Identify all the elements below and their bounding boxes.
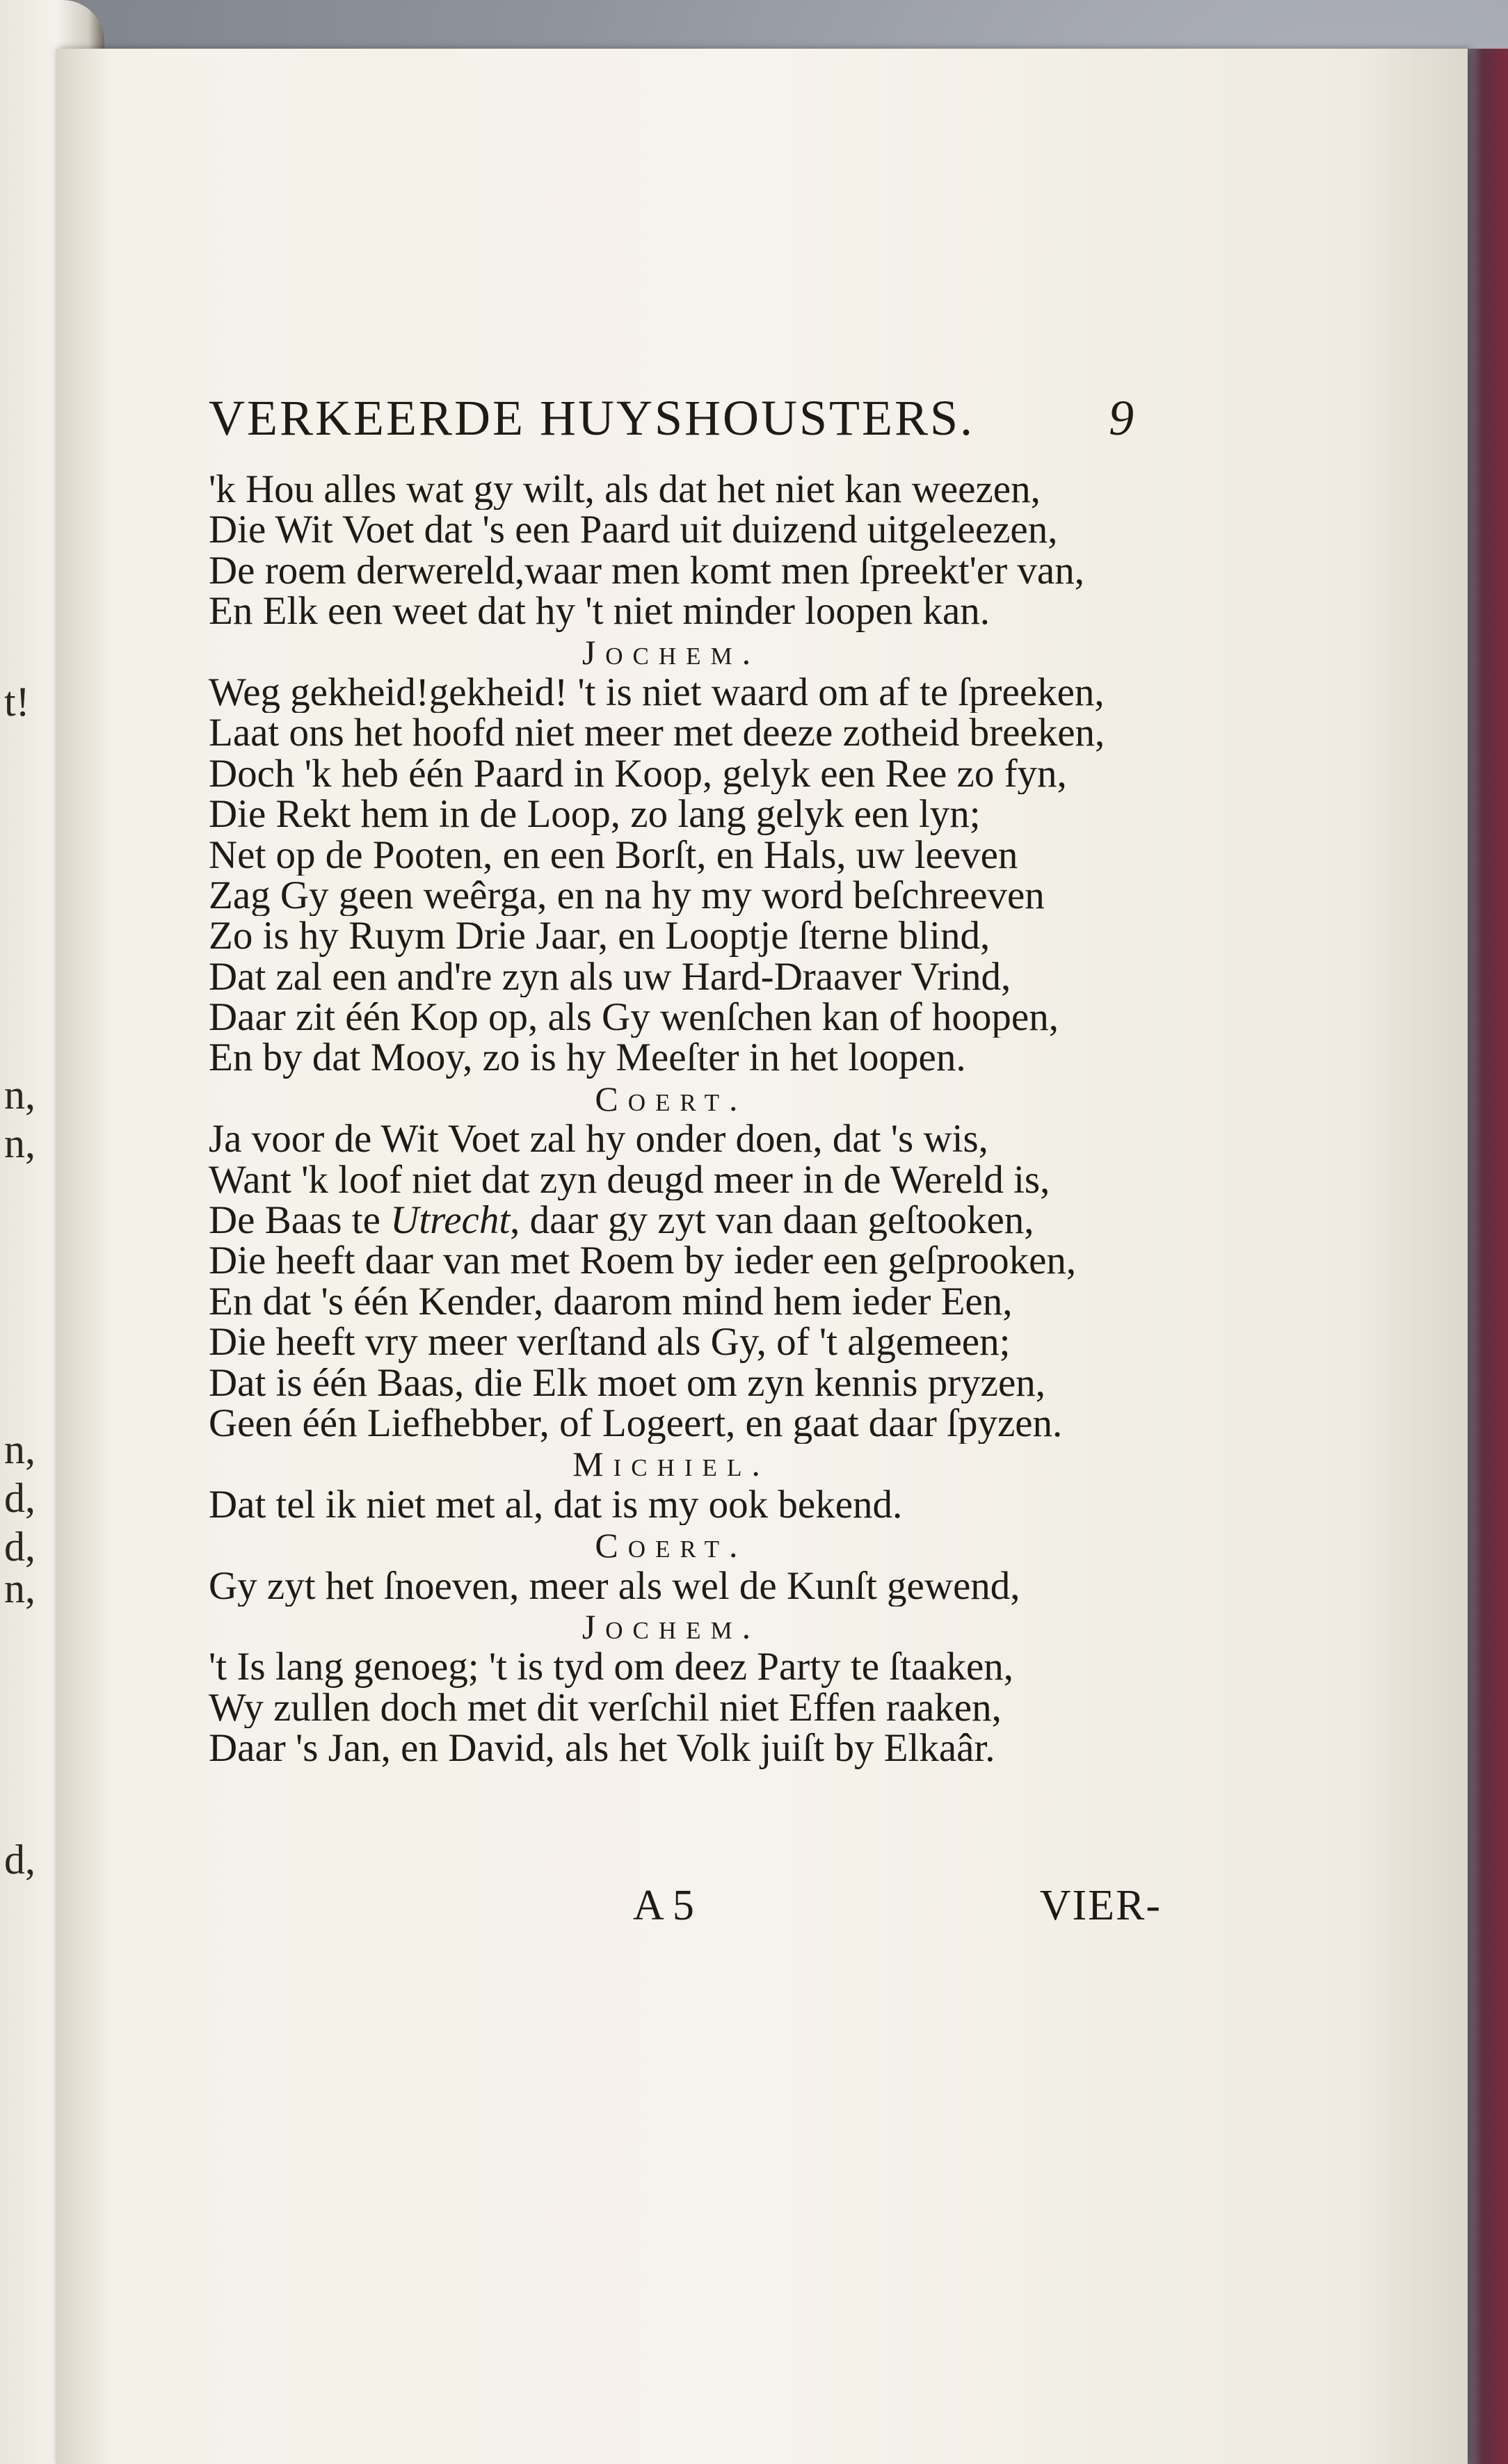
verse-line: En Elk een weet dat hy 't niet minder loopen kan. <box>209 591 990 632</box>
speaker-heading: Jochem. <box>581 1607 761 1646</box>
verse-line: Zag Gy geen weêrga, en na hy my word beſchreeven <box>209 875 1045 917</box>
left-fragment: d, <box>4 1475 35 1521</box>
verse-line: Gy zyt het ſnoeven, meer als wel de Kunſt gewend, <box>209 1565 1020 1607</box>
verse-line: Ja voor de Wit Voet zal hy onder doen, dat 's wis, <box>209 1119 988 1160</box>
page-number: 9 <box>1109 390 1134 446</box>
left-fragment: n, <box>4 1565 35 1611</box>
verse-line <box>209 1200 1134 1241</box>
catchword: VIER- <box>1039 1882 1162 1929</box>
speaker-heading: Jochem. <box>581 632 761 672</box>
verse-line: Dat is één Baas, die Elk moet om zyn kennis pryzen, <box>209 1362 1046 1403</box>
verse-line: Doch 'k heb één Paard in Koop, gelyk een Ree zo fyn, <box>209 753 1067 795</box>
verse-line: 'k Hou alles wat gy wilt, als dat het niet kan weezen, <box>209 469 1041 510</box>
verse-line: Dat tel ik niet met al, dat is my ook bekend. <box>209 1484 903 1526</box>
left-fragment: d, <box>4 1837 35 1883</box>
left-fragment: n, <box>4 1072 35 1118</box>
verse-line: En by dat Mooy, zo is hy Meeſter in het loopen. <box>209 1038 966 1079</box>
page-edge-binding <box>1465 49 1508 2464</box>
verse-line: Die Wit Voet dat 's een Paard uit duizend uitgeleezen, <box>209 510 1058 551</box>
verse-line: 't Is lang genoeg; 't is tyd om deez Party te ſtaaken, <box>209 1647 1014 1688</box>
verse-place-name: Utrecht <box>390 1200 511 1241</box>
verse-line: Die heeft vry meer verſtand als Gy, of 't algemeen; <box>209 1322 1011 1363</box>
running-head <box>209 389 1134 452</box>
left-fragment: d, <box>4 1524 35 1570</box>
verse-line: Geen één Liefhebber, of Logeert, en gaat daar ſpyzen. <box>209 1403 1063 1444</box>
speaker-heading: Coert. <box>595 1526 748 1565</box>
left-fragment: t! <box>4 679 30 725</box>
running-title: VERKEERDE HUYSHOUSTERS. <box>209 390 975 446</box>
verse-text: , daar gy zyt van daan geſtooken, <box>510 1200 1034 1241</box>
verse-line: Dat zal een and're zyn als uw Hard-Draaver Vrind, <box>209 956 1011 998</box>
verse-line: De roem derwereld,waar men komt men ſpreekt'er van, <box>209 550 1084 592</box>
verse-line: Daar 's Jan, en David, als het Volk juiſt by Elkaâr. <box>209 1728 995 1769</box>
verse-block <box>209 469 1134 1769</box>
verse-line: Zo is hy Ruym Drie Jaar, en Looptje ſterne blind, <box>209 916 990 957</box>
verse-line: Want 'k loof niet dat zyn deugd meer in de Wereld is, <box>209 1159 1050 1201</box>
verse-text: De Baas te <box>209 1200 391 1241</box>
verse-line: En dat 's één Kender, daarom mind hem ieder Een, <box>209 1281 1013 1323</box>
verse-line: Weg gekheid!gekheid! 't is niet waard om af te ſpreeken, <box>209 672 1105 714</box>
page-footer <box>209 1881 1162 1937</box>
verse-line: Net op de Pooten, en een Borſt, en Hals, uw leeven <box>209 835 1018 876</box>
verse-line: Wy zullen doch met dit verſchil niet Effen raaken, <box>209 1687 1002 1729</box>
signature-mark: A 5 <box>633 1882 694 1929</box>
verse-line: Die heeft daar van met Roem by ieder een geſprooken, <box>209 1241 1077 1282</box>
verse-line: Daar zit één Kop op, als Gy wenſchen kan of hoopen, <box>209 997 1059 1038</box>
left-fragment: n, <box>4 1120 35 1166</box>
left-fragment: n, <box>4 1426 35 1472</box>
speaker-heading: Coert. <box>595 1079 748 1118</box>
verse-line: Die Rekt hem in de Loop, zo lang gelyk een lyn; <box>209 794 981 835</box>
verse-line: Laat ons het hoofd niet meer met deeze zotheid breeken, <box>209 713 1105 754</box>
speaker-heading: Michiel. <box>572 1444 770 1484</box>
